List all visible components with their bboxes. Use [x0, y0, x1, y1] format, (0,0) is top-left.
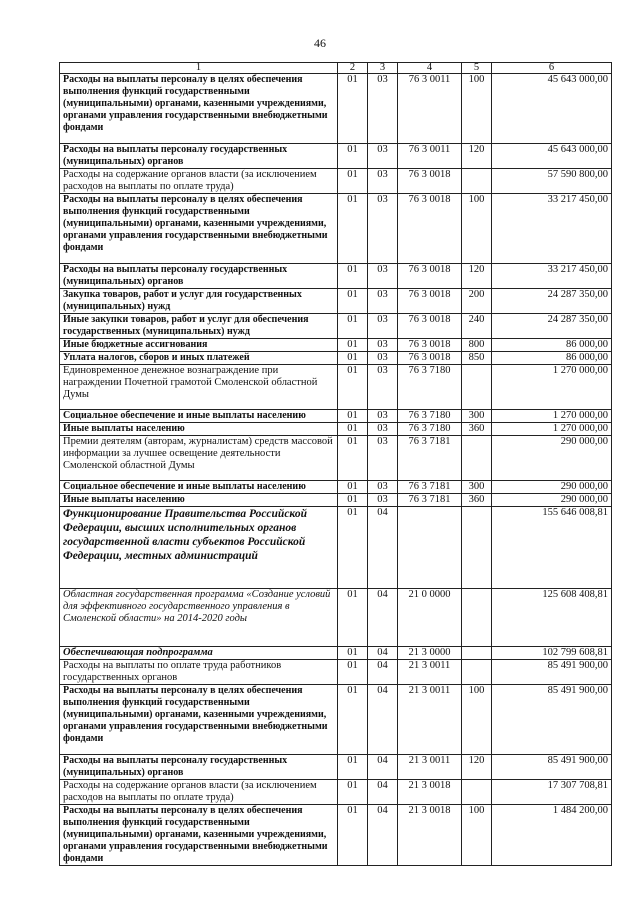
section-code-cell: 01 [338, 365, 368, 410]
target-article-cell: 76 3 7181 [398, 494, 462, 507]
table-row [60, 780, 612, 805]
subsection-code-cell: 03 [368, 264, 398, 289]
table-row [60, 264, 612, 289]
section-code-cell: 01 [338, 314, 368, 339]
amount-cell: 33 217 450,00 [492, 264, 612, 289]
expense-type-cell: 100 [462, 74, 492, 144]
expense-type-cell: 100 [462, 685, 492, 755]
table-row [60, 436, 612, 481]
amount-cell: 1 484 200,00 [492, 805, 612, 866]
expense-type-cell: 120 [462, 755, 492, 780]
table-header-row [60, 63, 612, 74]
row-name-cell: Расходы на выплаты персоналу государственных (муниципальных) органов [60, 264, 338, 289]
expense-type-cell: 800 [462, 339, 492, 352]
subsection-code-cell: 03 [368, 352, 398, 365]
amount-cell: 85 491 900,00 [492, 685, 612, 755]
row-name-cell: Расходы на выплаты персоналу государственных (муниципальных) органов [60, 144, 338, 169]
expense-type-cell: 120 [462, 264, 492, 289]
row-name-cell: Расходы на содержание органов власти (за исключением расходов на выплаты по оплате труда) [60, 169, 338, 194]
section-code-cell: 01 [338, 194, 368, 264]
row-name-cell: Иные бюджетные ассигнования [60, 339, 338, 352]
row-name-cell: Обеспечивающая подпрограмма [60, 647, 338, 660]
table-row [60, 494, 612, 507]
table-row [60, 647, 612, 660]
subsection-code-cell: 03 [368, 339, 398, 352]
subsection-code-cell: 04 [368, 589, 398, 647]
expense-type-cell [462, 780, 492, 805]
section-code-cell: 01 [338, 423, 368, 436]
row-name-cell: Иные выплаты населению [60, 494, 338, 507]
section-code-cell: 01 [338, 780, 368, 805]
target-article-cell: 76 3 7180 [398, 365, 462, 410]
expense-type-cell: 360 [462, 423, 492, 436]
amount-cell: 125 608 408,81 [492, 589, 612, 647]
table-body [60, 74, 612, 866]
section-code-cell: 01 [338, 339, 368, 352]
table-row [60, 144, 612, 169]
row-name-cell: Расходы на выплаты персоналу в целях обеспечения выполнения функций государственными (муниципальными) органами, казенными учреждениями, органами управления государственными внебюджетными фондами [60, 685, 338, 755]
expense-type-cell: 300 [462, 481, 492, 494]
amount-cell: 86 000,00 [492, 339, 612, 352]
amount-cell: 45 643 000,00 [492, 144, 612, 169]
table-row [60, 169, 612, 194]
page-number: 46 [314, 36, 326, 50]
subsection-code-cell: 04 [368, 755, 398, 780]
row-name-cell: Функционирование Правительства Российской Федерации, высших исполнительных органов государственной власти субъектов Российской Федерации, местных администраций [60, 507, 338, 589]
target-article-cell [398, 507, 462, 589]
section-code-cell: 01 [338, 685, 368, 755]
target-article-cell: 21 0 0000 [398, 589, 462, 647]
row-name-cell: Областная государственная программа «Создание условий для эффективного государственного управления в Смоленской области» на 2014-2020 годы [60, 589, 338, 647]
section-code-cell: 01 [338, 507, 368, 589]
subsection-code-cell: 04 [368, 805, 398, 866]
table-row [60, 289, 612, 314]
target-article-cell: 21 3 0000 [398, 647, 462, 660]
row-name-cell: Единовременное денежное вознаграждение при награждении Почетной грамотой Смоленской областной Думы [60, 365, 338, 410]
subsection-code-cell: 04 [368, 647, 398, 660]
section-code-cell: 01 [338, 289, 368, 314]
row-name-cell: Закупка товаров, работ и услуг для государственных (муниципальных) нужд [60, 289, 338, 314]
subsection-code-cell: 03 [368, 194, 398, 264]
amount-cell: 33 217 450,00 [492, 194, 612, 264]
expense-type-cell: 120 [462, 144, 492, 169]
header-cell: 6 [492, 63, 612, 74]
section-code-cell: 01 [338, 660, 368, 685]
section-code-cell: 01 [338, 74, 368, 144]
amount-cell: 45 643 000,00 [492, 74, 612, 144]
target-article-cell: 21 3 0011 [398, 685, 462, 755]
expense-type-cell: 100 [462, 194, 492, 264]
table-row [60, 74, 612, 144]
amount-cell: 290 000,00 [492, 494, 612, 507]
expense-type-cell [462, 507, 492, 589]
expense-type-cell: 200 [462, 289, 492, 314]
expense-type-cell: 360 [462, 494, 492, 507]
target-article-cell: 76 3 7181 [398, 481, 462, 494]
expense-type-cell: 850 [462, 352, 492, 365]
amount-cell: 290 000,00 [492, 436, 612, 481]
target-article-cell: 21 3 0018 [398, 805, 462, 866]
target-article-cell: 21 3 0011 [398, 755, 462, 780]
amount-cell: 85 491 900,00 [492, 755, 612, 780]
row-name-cell: Социальное обеспечение и иные выплаты населению [60, 410, 338, 423]
section-code-cell: 01 [338, 144, 368, 169]
row-name-cell: Иные закупки товаров, работ и услуг для обеспечения государственных (муниципальных) нужд [60, 314, 338, 339]
table-row [60, 755, 612, 780]
expense-type-cell: 300 [462, 410, 492, 423]
subsection-code-cell: 03 [368, 436, 398, 481]
row-name-cell: Премии деятелям (авторам, журналистам) средств массовой информации за лучшее освещение деятельности Смоленской областной Думы [60, 436, 338, 481]
subsection-code-cell: 04 [368, 660, 398, 685]
subsection-code-cell: 03 [368, 144, 398, 169]
amount-cell: 1 270 000,00 [492, 365, 612, 410]
table-row [60, 589, 612, 647]
target-article-cell: 76 3 0018 [398, 264, 462, 289]
subsection-code-cell: 03 [368, 423, 398, 436]
table-row [60, 660, 612, 685]
amount-cell: 1 270 000,00 [492, 410, 612, 423]
expense-type-cell [462, 660, 492, 685]
section-code-cell: 01 [338, 410, 368, 423]
target-article-cell: 21 3 0011 [398, 660, 462, 685]
table-row [60, 365, 612, 410]
section-code-cell: 01 [338, 436, 368, 481]
amount-cell: 57 590 800,00 [492, 169, 612, 194]
section-code-cell: 01 [338, 805, 368, 866]
amount-cell: 1 270 000,00 [492, 423, 612, 436]
section-code-cell: 01 [338, 589, 368, 647]
subsection-code-cell: 04 [368, 780, 398, 805]
row-name-cell: Расходы на выплаты персоналу в целях обеспечения выполнения функций государственными (муниципальными) органами, казенными учреждениями, органами управления государственными внебюджетными фондами [60, 805, 338, 866]
header-cell: 5 [462, 63, 492, 74]
subsection-code-cell: 03 [368, 314, 398, 339]
target-article-cell: 76 3 0018 [398, 314, 462, 339]
amount-cell: 155 646 008,81 [492, 507, 612, 589]
row-name-cell: Расходы на выплаты персоналу государственных (муниципальных) органов [60, 755, 338, 780]
header-cell: 3 [368, 63, 398, 74]
expense-type-cell [462, 647, 492, 660]
amount-cell: 102 799 608,81 [492, 647, 612, 660]
amount-cell: 17 307 708,81 [492, 780, 612, 805]
row-name-cell: Уплата налогов, сборов и иных платежей [60, 352, 338, 365]
table-row [60, 352, 612, 365]
target-article-cell: 76 3 0018 [398, 194, 462, 264]
budget-table [59, 62, 612, 866]
target-article-cell: 76 3 0018 [398, 352, 462, 365]
target-article-cell: 76 3 0018 [398, 169, 462, 194]
table-row [60, 339, 612, 352]
header-cell: 1 [60, 63, 338, 74]
row-name-cell: Расходы на содержание органов власти (за исключением расходов на выплаты по оплате труда) [60, 780, 338, 805]
target-article-cell: 76 3 7180 [398, 423, 462, 436]
subsection-code-cell: 03 [368, 410, 398, 423]
expense-type-cell [462, 169, 492, 194]
target-article-cell: 76 3 7180 [398, 410, 462, 423]
amount-cell: 86 000,00 [492, 352, 612, 365]
amount-cell: 290 000,00 [492, 481, 612, 494]
header-cell: 4 [398, 63, 462, 74]
row-name-cell: Расходы на выплаты по оплате труда работников государственных органов [60, 660, 338, 685]
target-article-cell: 21 3 0018 [398, 780, 462, 805]
table-row [60, 410, 612, 423]
expense-type-cell [462, 365, 492, 410]
subsection-code-cell: 03 [368, 494, 398, 507]
subsection-code-cell: 03 [368, 289, 398, 314]
table-row [60, 314, 612, 339]
section-code-cell: 01 [338, 481, 368, 494]
section-code-cell: 01 [338, 494, 368, 507]
subsection-code-cell: 03 [368, 481, 398, 494]
row-name-cell: Социальное обеспечение и иные выплаты населению [60, 481, 338, 494]
section-code-cell: 01 [338, 264, 368, 289]
amount-cell: 85 491 900,00 [492, 660, 612, 685]
table-row [60, 507, 612, 589]
row-name-cell: Расходы на выплаты персоналу в целях обеспечения выполнения функций государственными (муниципальными) органами, казенными учреждениями, органами управления государственными внебюджетными фондами [60, 194, 338, 264]
table-row [60, 685, 612, 755]
table-row [60, 423, 612, 436]
expense-type-cell: 240 [462, 314, 492, 339]
subsection-code-cell: 03 [368, 74, 398, 144]
target-article-cell: 76 3 0018 [398, 339, 462, 352]
target-article-cell: 76 3 0018 [398, 289, 462, 314]
amount-cell: 24 287 350,00 [492, 314, 612, 339]
amount-cell: 24 287 350,00 [492, 289, 612, 314]
expense-type-cell: 100 [462, 805, 492, 866]
section-code-cell: 01 [338, 755, 368, 780]
target-article-cell: 76 3 7181 [398, 436, 462, 481]
expense-type-cell [462, 589, 492, 647]
expense-type-cell [462, 436, 492, 481]
subsection-code-cell: 04 [368, 685, 398, 755]
table-row [60, 194, 612, 264]
row-name-cell: Иные выплаты населению [60, 423, 338, 436]
table-row [60, 481, 612, 494]
section-code-cell: 01 [338, 352, 368, 365]
subsection-code-cell: 03 [368, 169, 398, 194]
target-article-cell: 76 3 0011 [398, 144, 462, 169]
target-article-cell: 76 3 0011 [398, 74, 462, 144]
section-code-cell: 01 [338, 647, 368, 660]
subsection-code-cell: 04 [368, 507, 398, 589]
header-cell: 2 [338, 63, 368, 74]
table-row [60, 805, 612, 866]
row-name-cell: Расходы на выплаты персоналу в целях обеспечения выполнения функций государственными (муниципальными) органами, казенными учреждениями, органами управления государственными внебюджетными фондами [60, 74, 338, 144]
subsection-code-cell: 03 [368, 365, 398, 410]
section-code-cell: 01 [338, 169, 368, 194]
